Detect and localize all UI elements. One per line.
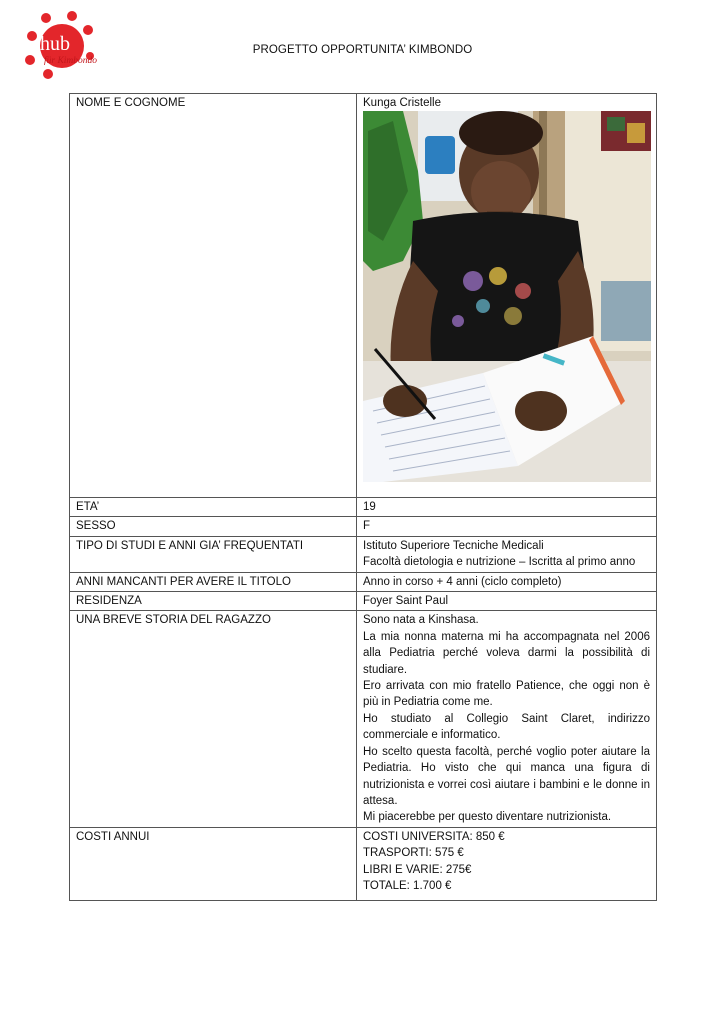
cost-line: TRASPORTI: 575 €: [363, 847, 464, 860]
story-line: Ho scelto questa facoltà, perché voglio poter aiutare la Pediatria. Ho visto che qui manca una figura di nutrizionista e vorrei così aiutare i bambini e le donne in attesa.: [363, 745, 650, 807]
story-line: Ero arrivata con mio fratello Patience, che oggi non è più in Pediatria come me.: [363, 680, 650, 709]
table-row: [70, 592, 657, 611]
story-cell: [357, 611, 657, 827]
logo-subtext: für Kimbondo: [44, 56, 98, 66]
row-value: 19: [357, 498, 657, 517]
row-label: TIPO DI STUDI E ANNI GIA’ FREQUENTATI: [70, 536, 357, 572]
table-row: [70, 827, 657, 900]
table-row: [70, 611, 657, 827]
row-value: F: [357, 517, 657, 536]
cost-line: COSTI UNIVERSITA: 850 €: [363, 830, 505, 843]
logo-text: hub: [40, 33, 70, 55]
row-value: Foyer Saint Paul: [357, 592, 657, 611]
student-form-table: [69, 93, 657, 901]
cost-line: LIBRI E VARIE: 275€: [363, 863, 472, 876]
story-line: Sono nata a Kinshasa.: [363, 614, 479, 627]
story-line: Mi piacerebbe per questo diventare nutrizionista.: [363, 811, 612, 824]
cost-line: TOTALE: 1.700 €: [363, 879, 452, 892]
row-label: UNA BREVE STORIA DEL RAGAZZO: [70, 611, 357, 827]
table-row: [70, 536, 657, 572]
value-line: Istituto Superiore Tecniche Medicali: [363, 539, 544, 552]
row-value: Anno in corso + 4 anni (ciclo completo): [357, 572, 657, 591]
table-row: [70, 94, 657, 498]
row-value-cell: [357, 536, 657, 572]
row-value-cell: [357, 94, 657, 498]
row-label: NOME E COGNOME: [70, 94, 357, 498]
table-row: [70, 572, 657, 591]
table-row: [70, 498, 657, 517]
costs-cell: [357, 827, 657, 900]
story-line: La mia nonna materna mi ha accompagnata nel 2006 alla Pediatria perché voleva darmi la possibilità di studiare.: [363, 630, 650, 676]
row-label: ETA’: [70, 498, 357, 517]
student-photo: [363, 111, 651, 482]
row-label: SESSO: [70, 517, 357, 536]
value-line: Facoltà dietologia e nutrizione – Iscritta al primo anno: [363, 556, 636, 569]
student-name: Kunga Cristelle: [363, 97, 441, 109]
row-label: RESIDENZA: [70, 592, 357, 611]
page-title: PROGETTO OPPORTUNITA’ KIMBONDO: [252, 44, 473, 56]
story-line: Ho studiato al Collegio Saint Claret, indirizzo commerciale e informatico.: [363, 712, 650, 742]
table-row: [70, 517, 657, 536]
row-label: COSTI ANNUI: [70, 827, 357, 900]
row-label: ANNI MANCANTI PER AVERE IL TITOLO: [70, 572, 357, 591]
